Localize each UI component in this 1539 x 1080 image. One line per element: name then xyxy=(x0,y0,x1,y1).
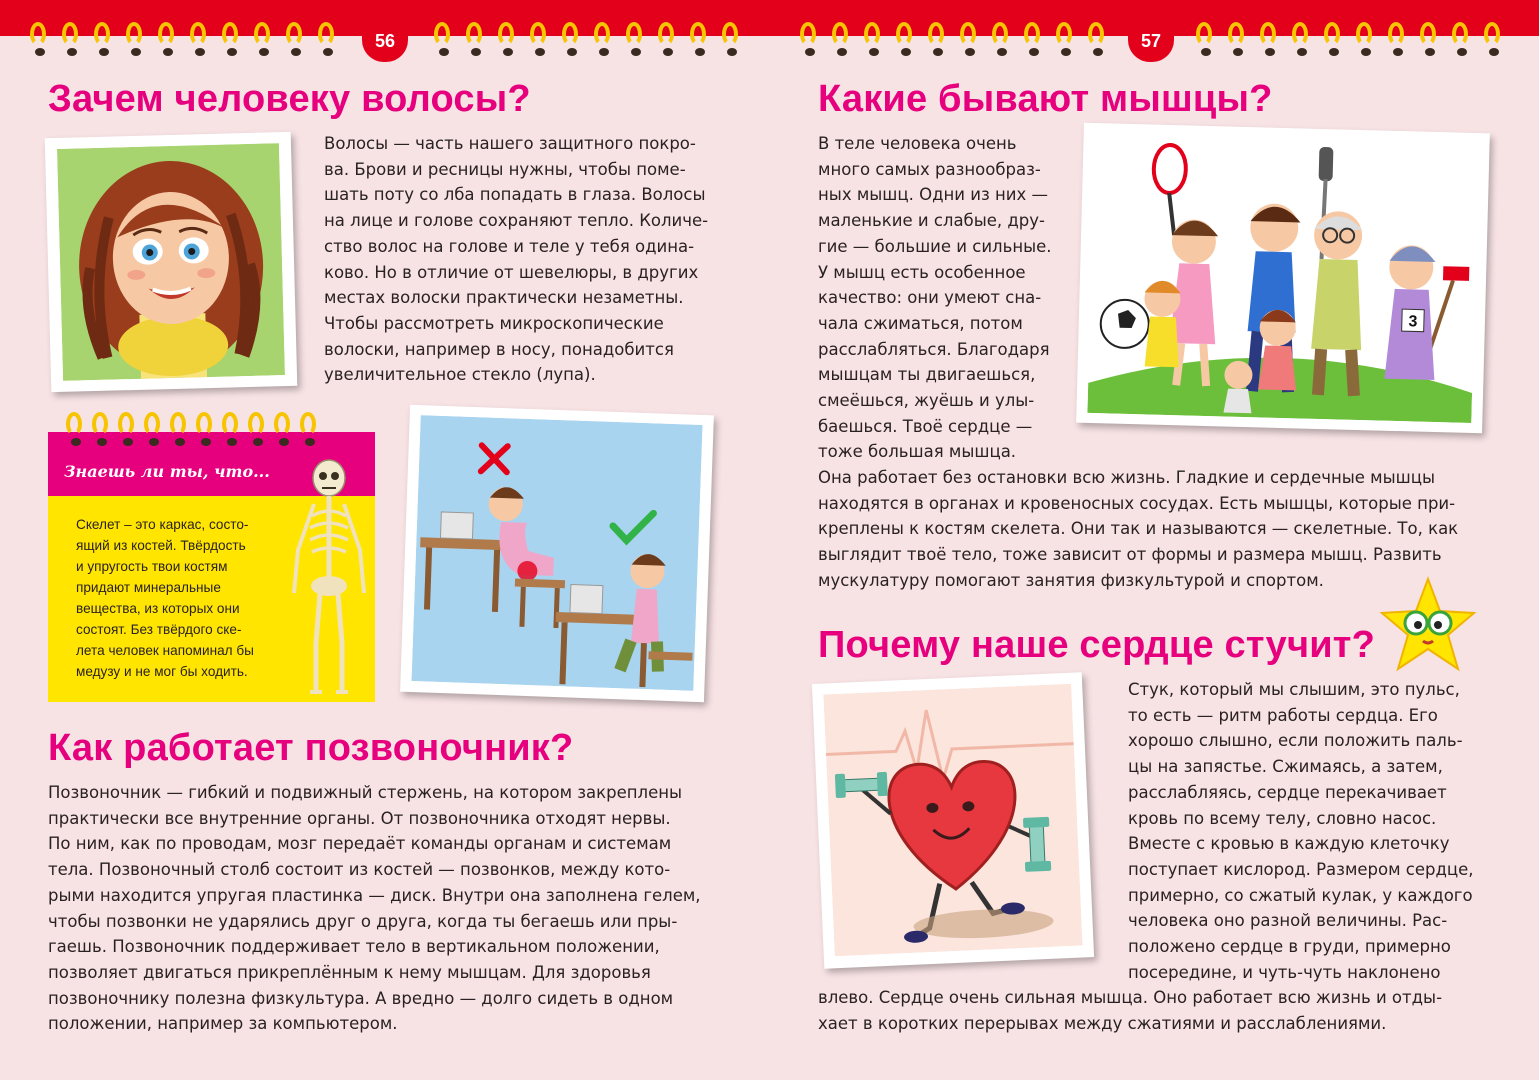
heart-photo xyxy=(812,672,1094,969)
spiral-ring-icon xyxy=(690,22,710,56)
spine-line: позволяет двигаться прикреплённым к нему мышцам. Для здоровья xyxy=(48,962,651,982)
left-spiral-rings-a xyxy=(30,22,338,66)
spiral-ring-icon xyxy=(626,22,646,56)
spiral-ring-icon xyxy=(286,22,306,56)
skeleton-illustration xyxy=(284,458,374,698)
muscles-line: маленькие и слабые, дру- xyxy=(818,211,1045,231)
spiral-ring-icon xyxy=(1196,22,1216,56)
spiral-ring-icon xyxy=(158,22,178,56)
muscles-line: гие — большие и сильные. xyxy=(818,236,1052,256)
muscles-line: смеёшься, жуёшь и улы- xyxy=(818,391,1035,411)
did-you-know-text xyxy=(76,514,254,682)
heart-line: хает в коротких перерывах между сжатиями и расслаблениями. xyxy=(818,1013,1387,1033)
spiral-ring-icon xyxy=(896,22,916,56)
spiral-ring-icon xyxy=(992,22,1012,56)
hair-heading: Зачем человеку волосы? xyxy=(48,78,531,120)
right-spiral-rings-a xyxy=(800,22,1108,66)
muscles-line: выглядит твоё тело, тоже зависит от формы и размера мышц. Развить xyxy=(818,545,1442,565)
spiral-ring-icon xyxy=(562,22,582,56)
girl-hair-photo xyxy=(45,132,298,392)
star-mascot-icon xyxy=(1378,575,1478,675)
family-sports-illustration xyxy=(1087,133,1478,423)
page-number-right: 57 xyxy=(1128,22,1174,62)
spine-line: тела. Позвоночный столб состоит из костей — позвонков, между кото- xyxy=(48,860,671,880)
hair-line: на лице и голове сохраняют тепло. Количе- xyxy=(324,211,709,231)
hair-line: Чтобы рассмотреть микроскопические xyxy=(324,313,664,333)
heart-line: кровь по всему телу, словно насос. xyxy=(1128,808,1437,828)
heart-paragraph-wide xyxy=(818,985,1442,1036)
spiral-ring-icon xyxy=(832,22,852,56)
hair-line: волоски, например в носу, понадобится xyxy=(324,339,674,359)
spine-heading: Как работает позвоночник? xyxy=(48,727,574,769)
muscles-line: мышцам ты двигаешься, xyxy=(818,365,1036,385)
page-number-left: 56 xyxy=(362,22,408,62)
spiral-ring-icon xyxy=(498,22,518,56)
spiral-ring-icon xyxy=(254,22,274,56)
hair-paragraph xyxy=(324,131,708,388)
heart-heading: Почему наше сердце стучит? xyxy=(818,624,1375,666)
spiral-ring-icon xyxy=(1452,22,1472,56)
girl-illustration xyxy=(57,143,285,381)
spine-line: позвоночнику полезна физкультура. А вредно — долго сидеть в одном xyxy=(48,988,674,1008)
hair-line: ство волос на голове и теле у тебя одина- xyxy=(324,236,695,256)
spiral-ring-icon xyxy=(928,22,948,56)
heart-line: человека оно разной величины. Рас- xyxy=(1128,911,1448,931)
spine-paragraph xyxy=(48,780,701,1037)
fact-line: Скелет – это каркас, состо- xyxy=(76,517,249,532)
muscles-line: чала сжиматься, потом xyxy=(818,313,1023,333)
shirt-number: 3 xyxy=(1408,313,1418,331)
dumbbell-left-icon xyxy=(841,778,881,792)
muscles-line: качество: они умеют сна- xyxy=(818,288,1042,308)
muscles-line: много самых разнообраз- xyxy=(818,159,1041,179)
spiral-ring-icon xyxy=(658,22,678,56)
spiral-ring-icon xyxy=(1292,22,1312,56)
fact-line: и упругость твои костям xyxy=(76,559,228,574)
spiral-ring-icon xyxy=(126,22,146,56)
left-spiral-rings-b xyxy=(434,22,742,66)
muscles-line: В теле человека очень xyxy=(818,134,1017,153)
spine-line: гаешь. Позвоночник поддерживает тело в вертикальном положении, xyxy=(48,937,660,957)
heart-line: посередине, и чуть-чуть наклонено xyxy=(1128,962,1441,982)
spiral-ring-icon xyxy=(318,22,338,56)
heart-paragraph-narrow xyxy=(1128,677,1474,985)
heart-line: Стук, который мы слышим, это пульс, xyxy=(1128,680,1460,699)
spine-line: чтобы позвонки не ударялись друг о друга, когда ты бегаешь или пры- xyxy=(48,911,678,931)
fact-spiral-rings xyxy=(66,412,320,446)
muscles-heading: Какие бывают мышцы? xyxy=(818,78,1273,120)
muscles-line: Она работает без остановки всю жизнь. Гладкие и сердечные мышцы xyxy=(818,468,1436,487)
spiral-ring-icon xyxy=(62,22,82,56)
spiral-ring-icon xyxy=(434,22,454,56)
muscles-line: мускулатуру помогают занятия физкультурой и спортом. xyxy=(818,570,1324,590)
spiral-ring-icon xyxy=(864,22,884,56)
spiral-ring-icon xyxy=(170,412,190,446)
hair-line: ково. Но в отличие от шевелюры, в других xyxy=(324,262,699,282)
spiral-ring-icon xyxy=(1388,22,1408,56)
posture-illustration xyxy=(411,415,702,691)
muscles-line: ных мышц. Одни из них — xyxy=(818,185,1049,205)
spiral-ring-icon xyxy=(144,412,164,446)
hair-line: ва. Брови и ресницы нужны, чтобы поме- xyxy=(324,159,686,179)
heart-line: цы на запястье. Сжимаясь, а затем, xyxy=(1128,757,1443,777)
spiral-ring-icon xyxy=(1088,22,1108,56)
spiral-ring-icon xyxy=(1356,22,1376,56)
spiral-ring-icon xyxy=(190,22,210,56)
spine-line: По ним, как по проводам, мозг передаёт команды органам и системам xyxy=(48,834,672,854)
spiral-ring-icon xyxy=(30,22,50,56)
heart-line: расслабляясь, сердце перекачивает xyxy=(1128,782,1447,802)
muscles-line: находятся в органах и кровеносных сосудах. Есть мышцы, которые при- xyxy=(818,493,1456,513)
spiral-ring-icon xyxy=(1024,22,1044,56)
spiral-ring-icon xyxy=(94,22,114,56)
spiral-ring-icon xyxy=(530,22,550,56)
right-spiral-rings-b xyxy=(1196,22,1504,66)
family-photo xyxy=(1076,123,1490,434)
heart-line: Вместе с кровью в каждую клеточку xyxy=(1128,834,1450,854)
muscles-line: баешься. Твоё сердце — xyxy=(818,416,1033,436)
hair-line: Волосы — часть нашего защитного покро- xyxy=(324,134,696,153)
spiral-ring-icon xyxy=(92,412,112,446)
muscles-paragraph-wide xyxy=(818,465,1458,594)
spiral-ring-icon xyxy=(594,22,614,56)
fact-line: ящий из костей. Твёрдость xyxy=(76,538,246,553)
spiral-ring-icon xyxy=(274,412,294,446)
fact-line: состоят. Без твёрдого ске- xyxy=(76,622,242,637)
heart-line: примерно, со сжатый кулак, у каждого xyxy=(1128,885,1473,905)
spiral-ring-icon xyxy=(196,412,216,446)
spiral-ring-icon xyxy=(300,412,320,446)
spiral-ring-icon xyxy=(248,412,268,446)
spiral-ring-icon xyxy=(118,412,138,446)
golf-club-icon xyxy=(1319,147,1334,181)
hair-line: местах волоски практически незаметны. xyxy=(324,288,684,308)
spiral-ring-icon xyxy=(960,22,980,56)
spiral-ring-icon xyxy=(1056,22,1076,56)
spine-line: положении, например за компьютером. xyxy=(48,1014,398,1034)
did-you-know-box xyxy=(48,432,375,702)
fact-line: медузу и не мог бы ходить. xyxy=(76,664,248,679)
spiral-ring-icon xyxy=(800,22,820,56)
muscles-paragraph-narrow xyxy=(818,131,1052,465)
heart-line: хорошо слышно, если положить паль- xyxy=(1128,731,1463,751)
heart-dumbbell-illustration xyxy=(823,684,1082,957)
did-you-know-title: Знаешь ли ты, что... xyxy=(64,462,270,481)
hair-line: увеличительное стекло (лупа). xyxy=(324,365,596,385)
muscles-line: У мышц есть особенное xyxy=(818,262,1026,282)
spiral-ring-icon xyxy=(222,412,242,446)
spine-line: практически все внутренние органы. От позвоночника отходят нервы. xyxy=(48,808,671,828)
mallet-icon xyxy=(1443,266,1469,281)
heart-line: влево. Сердце очень сильная мышца. Оно работает всю жизнь и отды- xyxy=(818,988,1443,1007)
heart-line: то есть — ритм работы сердца. Его xyxy=(1128,705,1438,725)
fact-line: вещества, из которых они xyxy=(76,601,240,616)
hair-line: шать поту со лба попадать в глаза. Волосы xyxy=(324,185,706,205)
spiral-ring-icon xyxy=(466,22,486,56)
fact-line: лета человек напоминал бы xyxy=(76,643,254,658)
posture-photo xyxy=(400,405,714,702)
spiral-ring-icon xyxy=(1228,22,1248,56)
muscles-line: креплены к костям скелета. Они так и называются — скелетные. То, как xyxy=(818,519,1459,539)
spiral-ring-icon xyxy=(66,412,86,446)
dumbbell-right-icon xyxy=(1029,823,1045,866)
spine-line: Позвоночник — гибкий и подвижный стержень, на котором закреплены xyxy=(48,783,683,802)
spiral-ring-icon xyxy=(1484,22,1504,56)
heart-line: поступает кислород. Размером сердце, xyxy=(1128,859,1474,879)
heart-line: положено сердце в груди, примерно xyxy=(1128,937,1451,957)
muscles-line: расслабляться. Благодаря xyxy=(818,339,1050,359)
fact-line: придают минеральные xyxy=(76,580,221,595)
spiral-ring-icon xyxy=(1420,22,1440,56)
spiral-ring-icon xyxy=(722,22,742,56)
spine-line: рыми находится упругая пластинка — диск. Внутри она заполнена гелем, xyxy=(48,885,701,905)
spiral-ring-icon xyxy=(1324,22,1344,56)
spiral-ring-icon xyxy=(1260,22,1280,56)
muscles-line: тоже большая мышца. xyxy=(818,442,1017,462)
spiral-ring-icon xyxy=(222,22,242,56)
